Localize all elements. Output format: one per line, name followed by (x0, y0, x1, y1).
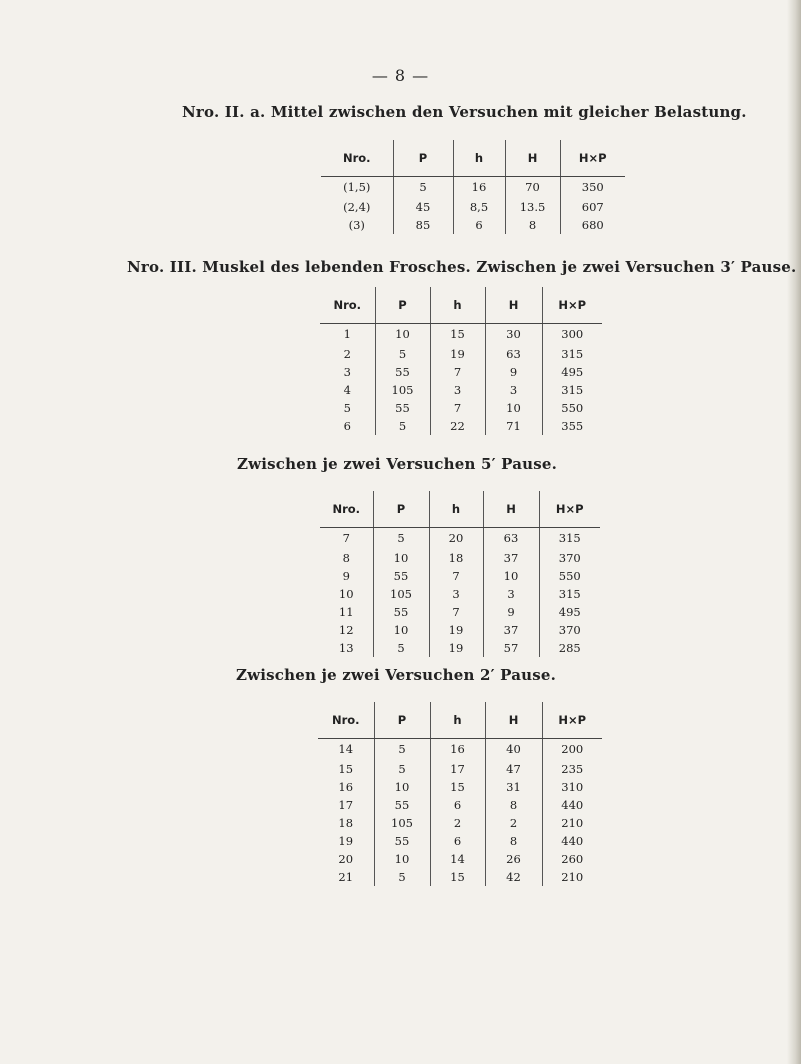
column-header-h-small: h (429, 491, 483, 527)
cell-h-large: 10 (483, 567, 539, 585)
cell-nro: 7 (342, 531, 350, 546)
cell-p: 55 (374, 832, 430, 850)
cell-p: 10 (375, 323, 430, 345)
cell-h-large: 63 (485, 345, 542, 363)
column-header-p: P (374, 702, 430, 738)
cell-h-small: 18 (429, 549, 483, 567)
cell-p: 45 (393, 198, 453, 216)
cell-h-small: 6 (453, 216, 505, 234)
cell-p: 5 (374, 868, 430, 886)
cell-h-small: 7 (429, 567, 483, 585)
cell-nro: 3 (343, 365, 351, 379)
column-header-h-large: H (485, 702, 542, 738)
table-row (321, 198, 625, 216)
cell-p: 55 (373, 567, 429, 585)
cell-hxp: 495 (539, 603, 600, 621)
cell-nro: 12 (338, 623, 354, 637)
column-header-p: P (373, 491, 429, 527)
section-heading-2a: Nro. II. a. Mittel zwischen den Versuchen mit gleicher Belastung. (182, 103, 747, 121)
table-row (320, 603, 600, 621)
cell-h-large: 3 (485, 381, 542, 399)
cell-hxp: 235 (542, 760, 602, 778)
cell-p: 10 (374, 850, 430, 868)
cell-p: 5 (374, 738, 430, 760)
cell-h-large: 9 (485, 363, 542, 381)
cell-nro: 4 (343, 383, 351, 397)
column-header-h-large: H (483, 491, 539, 527)
cell-p: 55 (375, 363, 430, 381)
cell-h-small: 7 (430, 363, 485, 381)
cell-hxp: 315 (539, 585, 600, 603)
cell-h-small: 3 (430, 381, 485, 399)
cell-nro: 17 (338, 798, 354, 812)
cell-h-large: 57 (483, 639, 539, 657)
cell-p: 55 (374, 796, 430, 814)
table-row (320, 399, 602, 417)
cell-nro: 21 (338, 870, 354, 884)
cell-h-large: 9 (483, 603, 539, 621)
table-row (318, 832, 602, 850)
cell-h-small: 15 (430, 778, 485, 796)
cell-hxp: 607 (560, 198, 625, 216)
cell-h-small: 8,5 (453, 198, 505, 216)
table-row (318, 760, 602, 778)
cell-hxp: 495 (542, 363, 602, 381)
cell-h-small: 16 (453, 176, 505, 198)
cell-h-large: 31 (485, 778, 542, 796)
column-header-hxp: H×P (539, 491, 600, 527)
cell-p: 10 (374, 778, 430, 796)
cell-h-large: 2 (485, 814, 542, 832)
table-row (320, 363, 602, 381)
cell-h-large: 63 (483, 527, 539, 549)
cell-nro: (1,5) (343, 180, 371, 195)
cell-hxp: 315 (542, 345, 602, 363)
cell-p: 5 (373, 639, 429, 657)
cell-hxp: 350 (560, 176, 625, 198)
table-row (318, 778, 602, 796)
column-header-hxp: H×P (560, 140, 625, 176)
cell-nro: 5 (343, 401, 351, 415)
cell-nro: 11 (338, 605, 354, 619)
table-section-2a (321, 140, 625, 234)
cell-nro: 1 (343, 327, 351, 342)
cell-h-large: 70 (505, 176, 560, 198)
cell-h-small: 6 (430, 832, 485, 850)
cell-h-large: 30 (485, 323, 542, 345)
cell-nro: 9 (342, 569, 350, 583)
column-header-p: P (375, 287, 430, 323)
cell-h-small: 15 (430, 868, 485, 886)
column-header-h-large: H (505, 140, 560, 176)
column-header-nro: Nro. (321, 140, 393, 176)
table-row (318, 814, 602, 832)
cell-h-small: 19 (429, 621, 483, 639)
cell-h-small: 3 (429, 585, 483, 603)
table-row (318, 868, 602, 886)
cell-hxp: 315 (542, 381, 602, 399)
cell-h-large: 3 (483, 585, 539, 603)
cell-p: 5 (375, 345, 430, 363)
cell-nro: (2,4) (343, 200, 371, 214)
cell-hxp: 315 (539, 527, 600, 549)
cell-h-small: 7 (429, 603, 483, 621)
cell-p: 10 (373, 621, 429, 639)
cell-p: 85 (393, 216, 453, 234)
column-header-hxp: H×P (542, 287, 602, 323)
cell-hxp: 260 (542, 850, 602, 868)
cell-h-small: 16 (430, 738, 485, 760)
table-pause-2 (318, 702, 602, 886)
column-header-hxp: H×P (542, 702, 602, 738)
table-row (321, 176, 625, 198)
cell-h-large: 10 (485, 399, 542, 417)
cell-nro: 20 (338, 852, 354, 866)
cell-p: 105 (374, 814, 430, 832)
cell-p: 55 (373, 603, 429, 621)
cell-hxp: 680 (560, 216, 625, 234)
cell-hxp: 550 (539, 567, 600, 585)
cell-h-large: 37 (483, 549, 539, 567)
table-row (320, 417, 602, 435)
cell-nro: 15 (338, 762, 354, 776)
cell-hxp: 300 (542, 323, 602, 345)
cell-nro: 14 (338, 742, 354, 757)
cell-p: 5 (373, 527, 429, 549)
cell-hxp: 310 (542, 778, 602, 796)
cell-p: 5 (374, 760, 430, 778)
cell-hxp: 550 (542, 399, 602, 417)
cell-p: 10 (373, 549, 429, 567)
cell-p: 5 (375, 417, 430, 435)
cell-h-large: 47 (485, 760, 542, 778)
cell-nro: 16 (338, 780, 354, 794)
column-header-h-large: H (485, 287, 542, 323)
cell-h-small: 14 (430, 850, 485, 868)
column-header-p: P (393, 140, 453, 176)
table-row (318, 850, 602, 868)
page-number: — 8 — (371, 66, 430, 85)
cell-h-large: 42 (485, 868, 542, 886)
table-row (320, 639, 600, 657)
cell-h-large: 71 (485, 417, 542, 435)
cell-hxp: 210 (542, 814, 602, 832)
cell-p: 5 (393, 176, 453, 198)
cell-h-large: 26 (485, 850, 542, 868)
cell-h-small: 19 (429, 639, 483, 657)
cell-h-large: 40 (485, 738, 542, 760)
cell-hxp: 210 (542, 868, 602, 886)
heading-pause-5: Zwischen je zwei Versuchen 5′ Pause. (237, 455, 558, 473)
table-row (318, 796, 602, 814)
cell-hxp: 440 (542, 796, 602, 814)
table-row (321, 216, 625, 234)
cell-h-small: 7 (430, 399, 485, 417)
column-header-nro: Nro. (320, 491, 373, 527)
table-row (320, 567, 600, 585)
cell-h-small: 2 (430, 814, 485, 832)
section-heading-3: Nro. III. Muskel des lebenden Frosches. Zwischen je zwei Versuchen 3′ Pause. (127, 258, 797, 276)
column-header-h-small: h (453, 140, 505, 176)
column-header-h-small: h (430, 287, 485, 323)
column-header-nro: Nro. (318, 702, 374, 738)
cell-nro: (3) (348, 218, 365, 232)
table-row (320, 549, 600, 567)
table-section-3 (320, 287, 602, 435)
cell-h-small: 22 (430, 417, 485, 435)
table-row (320, 527, 600, 549)
cell-h-small: 20 (429, 527, 483, 549)
cell-nro: 10 (338, 587, 354, 601)
cell-h-large: 8 (485, 832, 542, 850)
table-row (320, 345, 602, 363)
cell-nro: 18 (338, 816, 354, 830)
cell-nro: 13 (338, 641, 354, 655)
cell-nro: 2 (343, 347, 351, 361)
cell-p: 105 (373, 585, 429, 603)
cell-nro: 8 (342, 551, 350, 565)
cell-nro: 19 (338, 834, 354, 848)
table-row (320, 323, 602, 345)
cell-hxp: 285 (539, 639, 600, 657)
table-row (320, 621, 600, 639)
cell-h-small: 6 (430, 796, 485, 814)
cell-h-large: 37 (483, 621, 539, 639)
cell-p: 105 (375, 381, 430, 399)
table-row (318, 738, 602, 760)
cell-h-small: 19 (430, 345, 485, 363)
cell-h-small: 17 (430, 760, 485, 778)
cell-hxp: 370 (539, 621, 600, 639)
column-header-nro: Nro. (320, 287, 375, 323)
heading-pause-2: Zwischen je zwei Versuchen 2′ Pause. (236, 666, 557, 684)
table-row (320, 381, 602, 399)
column-header-h-small: h (430, 702, 485, 738)
cell-h-large: 8 (485, 796, 542, 814)
cell-hxp: 355 (542, 417, 602, 435)
cell-hxp: 200 (542, 738, 602, 760)
cell-nro: 6 (343, 419, 351, 433)
cell-h-large: 8 (505, 216, 560, 234)
table-pause-5 (320, 491, 600, 657)
cell-h-small: 15 (430, 323, 485, 345)
cell-hxp: 370 (539, 549, 600, 567)
table-row (320, 585, 600, 603)
page-edge-shadow (787, 0, 801, 1064)
cell-hxp: 440 (542, 832, 602, 850)
cell-p: 55 (375, 399, 430, 417)
cell-h-large: 13.5 (505, 198, 560, 216)
